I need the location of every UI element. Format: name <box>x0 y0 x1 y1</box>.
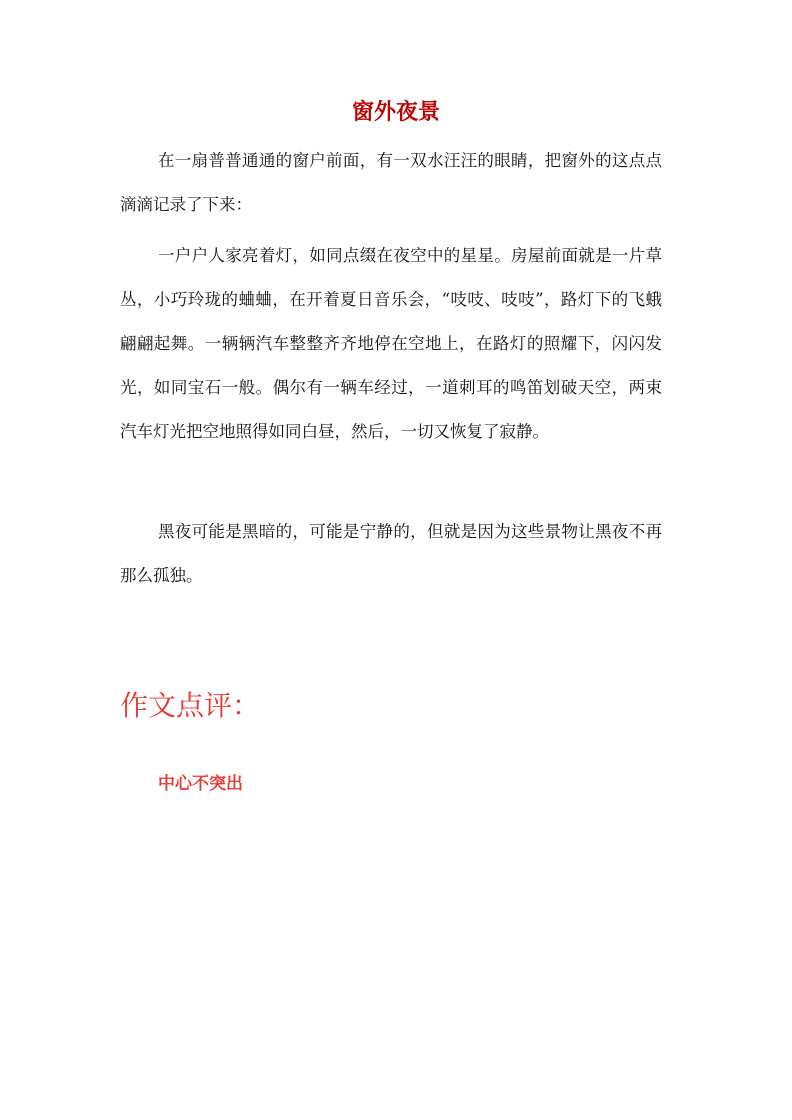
review-heading: 作文点评： <box>120 689 261 722</box>
essay-paragraph-3: 黑夜可能是黑暗的，可能是宁静的，但就是因为这些景物让黑夜不再那么孤独。 <box>120 522 662 585</box>
essay-paragraph-2: 一户户人家亮着灯，如同点缀在夜空中的星星。房屋前面就是一片草丛，小巧玲珑的蛐蛐，在开着夏日音乐会，“吱吱、吱吱”，路灯下的飞蛾翩翩起舞。一辆辆汽车整整齐齐地停在空地上，在路灯的照耀下，闪闪发光，如同宝石一般。偶尔有一辆车经过，一道刺耳的鸣笛划破天空，两束汽车灯光把空地照得如同白昼，然后，一切又恢复了寂静。 <box>120 246 662 441</box>
essay-title: 窗外夜景 <box>351 99 440 125</box>
review-point: 中心不突出 <box>158 774 243 794</box>
essay-paragraph-1: 在一扇普普通通的窗户前面，有一双水汪汪的眼睛，把窗外的这点点滴滴记录了下来： <box>120 151 662 214</box>
